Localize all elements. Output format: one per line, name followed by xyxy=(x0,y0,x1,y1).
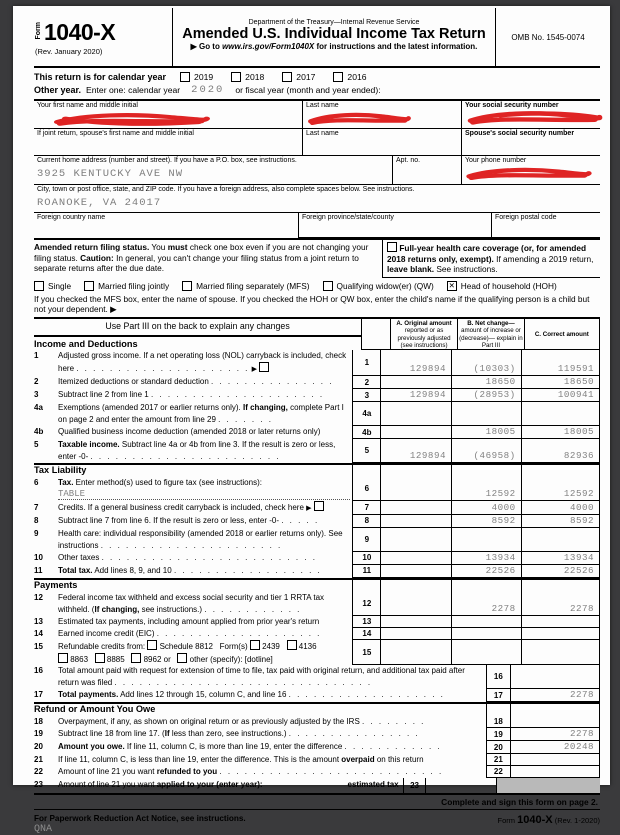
line-value[interactable]: 2278 xyxy=(511,728,600,741)
table-row-17 xyxy=(34,689,600,702)
year-label: 2016 xyxy=(347,71,367,82)
city-field[interactable]: City, town or post office, state, and ZIP code. If you have a foreign address, also complete spaces below. See instructions. ROANOKE, VA 24017 xyxy=(34,185,600,212)
line-number-box: 22 xyxy=(486,766,512,778)
dot-leader: . . . . . . . . . . . . . . . . . . . . xyxy=(156,628,322,638)
line-number-box: 4b xyxy=(352,426,381,439)
phone-field[interactable]: Your phone number xyxy=(461,156,600,184)
form-footer xyxy=(34,810,600,835)
col-c-value[interactable] xyxy=(521,628,600,640)
col-b-value[interactable] xyxy=(451,402,521,426)
col-a-value[interactable] xyxy=(381,426,451,439)
year-label: 2019 xyxy=(194,71,214,82)
column-b-header: B. Net change— amount of increase or (decrease)— explain in Part III xyxy=(459,319,523,349)
filing-status-married-filing-jointly[interactable]: Married filing jointly xyxy=(84,281,169,291)
section-heading: Tax Liability xyxy=(34,465,87,476)
dot-leader: . . . . . . . . . . . . . . . . . . . . . . . xyxy=(90,451,281,461)
spouse-first-name-field[interactable]: If joint return, spouse's first name and middle initial xyxy=(37,130,194,137)
line-number: 11 xyxy=(34,565,43,575)
line-value[interactable]: 20248 xyxy=(511,741,600,754)
dot-leader: . . . . . . . . . . . . xyxy=(344,742,442,752)
line-number-box: 18 xyxy=(486,716,512,728)
first-name-field[interactable]: Your first name and middle initial xyxy=(34,101,302,128)
section-income-deductions: Income and Deductions xyxy=(34,338,138,349)
line-number: 16 xyxy=(34,666,43,676)
checkbox[interactable] xyxy=(287,640,297,650)
col-a-value[interactable] xyxy=(381,565,451,578)
row-label: Estimated tax payments, including amount applied from prior year's return xyxy=(58,616,320,626)
line-number-column xyxy=(352,580,381,592)
spouse-ssn-field[interactable]: Spouse's social security number xyxy=(461,129,600,155)
col-c-value[interactable]: 18650 xyxy=(521,376,600,389)
column-c-header: C. Correct amount xyxy=(524,319,600,351)
line-number-box: 21 xyxy=(486,754,512,766)
row-label: Earned income credit (EIC) . . . . . . . . . . . . . . . . . . . . xyxy=(58,628,322,638)
calendar-year-label: This return is for calendar year xyxy=(34,71,167,82)
col-b-value[interactable]: 12592 xyxy=(451,477,521,501)
calendar-year-checkbox-2018[interactable] xyxy=(231,72,264,82)
col-b-value[interactable]: (10303) xyxy=(451,350,521,376)
col-a-value[interactable]: 129894 xyxy=(381,389,451,402)
line-23-value[interactable] xyxy=(426,778,496,793)
line-number-box: 9 xyxy=(352,528,381,552)
home-address-value[interactable]: 3925 KENTUCKY AVE NW xyxy=(37,167,184,180)
dot-leader: . . . . . . . . xyxy=(362,717,426,727)
qna-mark: QNA xyxy=(34,824,53,835)
row-label: Overpayment, if any, as shown on original return or as previously adjusted by the IRS . . . . . . . . xyxy=(58,717,426,727)
line-number-box: 1 xyxy=(352,350,381,376)
col-b-value[interactable]: 18005 xyxy=(451,426,521,439)
col-c-value[interactable]: 100941 xyxy=(521,389,600,402)
line-number: 22 xyxy=(34,767,43,777)
row-label: Subtract line 18 from line 17. (If less than zero, see instructions.) . . . . . . . . . . . . . . . . xyxy=(58,729,420,739)
col-c-value[interactable]: 18005 xyxy=(521,426,600,439)
arrow-icon: ▶ xyxy=(251,366,257,374)
redaction-scribble xyxy=(52,112,212,127)
checkbox[interactable] xyxy=(180,72,190,82)
col-c-value[interactable] xyxy=(521,616,600,628)
line-number: 4b xyxy=(34,427,44,436)
calendar-year-checkbox-2019[interactable] xyxy=(180,72,213,82)
spouse-last-name-field[interactable]: Last name xyxy=(302,129,461,155)
line-number-box: 8 xyxy=(352,515,381,528)
table-row-19 xyxy=(34,728,600,741)
checkbox[interactable] xyxy=(177,653,187,663)
line-number: 4a xyxy=(34,403,43,412)
form-word: Form xyxy=(35,22,42,40)
dot-leader: . . . . . . . . . . . . . . . . . . . . . . . . . . xyxy=(101,552,317,562)
row-label: Taxable income. Subtract line 4a or 4b from line 3. If the result is zero or less, enter -0- . . . . . . . . . . . . . . . . . . . . . . . xyxy=(58,440,336,461)
col-b-value[interactable]: 8592 xyxy=(451,515,521,528)
col-b-value[interactable]: (28953) xyxy=(451,389,521,402)
col-b-value[interactable] xyxy=(451,628,521,640)
line-number: 21 xyxy=(34,755,43,765)
other-year-rest: Enter one: calendar year xyxy=(86,85,181,95)
table-row-1 xyxy=(34,350,600,376)
line-number-box: 16 xyxy=(486,665,512,689)
col-c-value[interactable]: 4000 xyxy=(521,501,600,515)
foreign-country-field[interactable]: Foreign country name xyxy=(37,214,106,221)
row-label: Amount of line 21 you want refunded to you . . . . . . . . . . . . . . . . . . . . . . . . . . . xyxy=(58,767,444,777)
footer-form-id: Form 1040-X (Rev. 1-2020) xyxy=(497,814,600,827)
city-value[interactable]: ROANOKE, VA 24017 xyxy=(37,196,162,209)
col-b-value[interactable]: 18650 xyxy=(451,376,521,389)
line-number: 14 xyxy=(34,628,43,638)
estimated-tax-label: estimated tax xyxy=(347,780,399,790)
line-number-box: 6 xyxy=(352,477,381,501)
ssn-field[interactable]: Your social security number xyxy=(461,101,600,128)
col-c-value[interactable]: 8592 xyxy=(521,515,600,528)
col-c-value[interactable] xyxy=(521,402,600,426)
col-c-value[interactable]: 22526 xyxy=(521,565,600,578)
line-number: 7 xyxy=(34,503,39,512)
row-label: Itemized deductions or standard deduction . . . . . . . . . . . . . . . xyxy=(58,377,334,386)
table-row-21 xyxy=(34,754,600,766)
col-b-value[interactable] xyxy=(451,528,521,552)
col-a-value[interactable] xyxy=(381,515,451,528)
table-row-23 xyxy=(34,778,600,795)
section-heading: Payments xyxy=(34,579,78,590)
col-a-value[interactable] xyxy=(381,376,451,389)
table-row-9 xyxy=(34,528,600,552)
table-row-4b xyxy=(34,426,600,439)
col-a-value[interactable] xyxy=(381,501,451,515)
row-label: Subtract line 7 from line 6. If the result is zero or less, enter -0- . . . . . xyxy=(58,515,320,525)
line-number: 5 xyxy=(34,440,39,449)
table-row-8 xyxy=(34,515,600,528)
table-row-22 xyxy=(34,766,600,778)
table-row-13 xyxy=(34,616,600,628)
omb-number: OMB No. 1545-0074 xyxy=(495,8,600,66)
checkbox[interactable] xyxy=(58,653,68,663)
row-label: Federal income tax withheld and excess social security and tier 1 RRTA tax withheld. (If changing, see instructions.) . . . . . . . . . . . . xyxy=(58,592,325,614)
col-b-value[interactable]: 4000 xyxy=(451,501,521,515)
row-label: Exemptions (amended 2017 or earlier returns only). If changing, complete Part I on page 2 and enter the amount from line 29 . . . . . . . xyxy=(58,403,344,424)
line-number-box: 20 xyxy=(486,741,512,754)
form-page xyxy=(13,6,610,835)
line-number-box: 12 xyxy=(352,592,381,616)
line-number-box: 7 xyxy=(352,501,381,515)
redaction-scribble xyxy=(307,112,412,126)
col-a-value[interactable] xyxy=(381,402,451,426)
line-number-box: 19 xyxy=(486,728,512,741)
col-c-value[interactable]: 13934 xyxy=(521,552,600,565)
sign-note: Complete and sign this form on page 2. xyxy=(34,795,600,810)
dot-leader: . . . . . . . . . . . . . . . . . . . . . . . . . . . xyxy=(219,767,444,777)
dot-leader: . . . . . . . . . . . . . . . . . . . . . . xyxy=(100,540,283,550)
dot-leader: . . . . . . . . . . . . . . . . . . . . . xyxy=(150,390,325,399)
checkbox[interactable] xyxy=(387,242,397,252)
line-number: 8 xyxy=(34,515,39,525)
line-number-box: 11 xyxy=(352,565,381,578)
row-label: Total amount paid with request for extension of time to file, tax paid with original return, and additional tax paid after return was filed . . . . . . . . . . . . . . . . . . . . . . . . . . . . . . . xyxy=(58,666,465,688)
table-row-2 xyxy=(34,376,600,389)
line-number-box: 17 xyxy=(486,689,512,702)
form-header xyxy=(34,8,600,68)
line-number: 19 xyxy=(34,729,43,739)
checkbox[interactable] xyxy=(231,72,241,82)
row-label: If line 11, column C, is less than line 19, enter the difference. This is the amount overpaid on this return xyxy=(58,755,424,765)
apt-no-field[interactable]: Apt. no. xyxy=(392,156,461,184)
line-number: 2 xyxy=(34,377,39,386)
table-row-20 xyxy=(34,741,600,754)
last-name-field[interactable]: Last name xyxy=(302,101,461,128)
form-revision: (Rev. January 2020) xyxy=(35,47,103,56)
col-a-value[interactable]: 129894 xyxy=(381,350,451,376)
checkbox[interactable] xyxy=(333,72,343,82)
line-number-box: 5 xyxy=(352,439,381,463)
checkbox[interactable] xyxy=(314,501,324,511)
page-title: Amended U.S. Individual Income Tax Return xyxy=(182,26,486,42)
table-row-16 xyxy=(34,665,600,689)
line-number: 20 xyxy=(34,742,43,752)
dot-leader: . . . . . . . . . . . . . . . . . . . . . xyxy=(76,364,250,374)
year-label: 2017 xyxy=(296,71,316,82)
section-heading-row xyxy=(34,702,600,716)
other-year-label: Other year. xyxy=(34,85,82,95)
line-number: 1 xyxy=(34,351,39,361)
identity-section xyxy=(34,101,600,238)
col-a-value[interactable] xyxy=(381,640,451,666)
line-number: 9 xyxy=(34,528,39,538)
filing-status-qualifying-widow-er-qw-[interactable]: Qualifying widow(er) (QW) xyxy=(323,281,434,291)
col-b-value[interactable]: (46958) xyxy=(451,439,521,463)
col-a-value[interactable] xyxy=(381,528,451,552)
row-label: Total payments. Add lines 12 through 15, column C, and line 16 . . . . . . . . . . . . . . . . . . . xyxy=(58,690,445,700)
line-number: 15 xyxy=(34,641,43,651)
table-rows-part1 xyxy=(34,350,600,665)
line-value[interactable] xyxy=(511,766,600,778)
home-address-field[interactable]: Current home address (number and street). If you have a P.O. box, see instructions. 3925 KENTUCKY AVE NW xyxy=(34,156,392,184)
line-value[interactable]: 2278 xyxy=(511,689,600,702)
line-number-column xyxy=(352,465,381,477)
foreign-province-field[interactable]: Foreign province/state/county xyxy=(298,213,491,238)
line-number: 10 xyxy=(34,552,43,562)
section-heading: Refund or Amount You Owe xyxy=(34,704,156,715)
col-c-value[interactable]: 82936 xyxy=(521,439,600,463)
checkbox[interactable] xyxy=(147,640,157,650)
table-row-7 xyxy=(34,501,600,515)
form-title-block xyxy=(173,8,495,66)
checkbox[interactable] xyxy=(323,281,333,291)
filing-status-single[interactable]: Single xyxy=(34,281,71,291)
line-value[interactable] xyxy=(511,665,600,689)
col-c-value[interactable]: 119591 xyxy=(521,350,600,376)
goto-line: ▶ Go to www.irs.gov/Form1040X for instructions and the latest information. xyxy=(190,42,478,51)
dot-leader: . . . . . . . . . . . . . . . . xyxy=(288,729,420,739)
line-number-box: 3 xyxy=(352,389,381,402)
line-number-column-header xyxy=(361,319,391,351)
line-number: 17 xyxy=(34,690,43,700)
section-heading-row xyxy=(34,463,600,477)
line-value[interactable] xyxy=(511,754,600,766)
column-a-header: A. Original amount reported or as previously adjusted (see instructions) xyxy=(391,319,457,351)
calendar-year-checkbox-2017[interactable] xyxy=(282,72,315,82)
row-label: Adjusted gross income. If a net operating loss (NOL) carryback is included, check here . . . . . . . . . . . . . . . . . . . . . ▶ xyxy=(58,351,347,374)
shaded-cell xyxy=(496,778,600,793)
table-row-14 xyxy=(34,628,600,640)
checkbox[interactable] xyxy=(182,281,192,291)
checkbox[interactable] xyxy=(131,653,141,663)
col-a-value[interactable]: 129894 xyxy=(381,439,451,463)
section-heading-row xyxy=(34,578,600,592)
line-number: 23 xyxy=(34,780,43,790)
table-row-18 xyxy=(34,716,600,728)
table-rows-part2 xyxy=(34,665,600,778)
row-label: Amount you owe. If line 11, column C, is more than line 19, enter the difference . . . . . . . . . . . . xyxy=(58,742,442,752)
foreign-postal-field[interactable]: Foreign postal code xyxy=(491,213,600,238)
table-row-5 xyxy=(34,439,600,463)
department-line: Department of the Treasury—Internal Revenue Service xyxy=(248,19,420,26)
table-row-6 xyxy=(34,477,600,501)
col-b-value[interactable]: 2278 xyxy=(451,592,521,616)
col-a-value[interactable] xyxy=(381,477,451,501)
filing-status-head-of-household-hoh-[interactable]: ✕ Head of household (HOH) xyxy=(447,281,557,291)
table-row-12 xyxy=(34,592,600,616)
dot-leader: . . . . . . . . . . . . . . . . . . xyxy=(173,565,322,575)
checkbox[interactable] xyxy=(259,362,269,372)
line-number: 12 xyxy=(34,592,43,602)
filing-status-married-filing-separately-mfs-[interactable]: Married filing separately (MFS) xyxy=(182,281,309,291)
checkbox[interactable] xyxy=(250,640,260,650)
table-row-11 xyxy=(34,565,600,578)
dot-leader: . . . . . . . . . . . . . . . . . . . . . . . . . . . . . . . xyxy=(114,678,373,688)
amounts-table xyxy=(34,317,600,796)
mfs-note: If you checked the MFS box, enter the name of spouse. If you checked the HOH or QW box, enter the child's name if the qualifying person is a child but not your dependent. ▶ xyxy=(34,293,590,315)
other-year-value[interactable]: 2020 xyxy=(191,84,225,96)
dot-leader: . . . . . . . . . . . . . . . xyxy=(210,377,334,386)
dot-leader: . . . . . . . xyxy=(218,414,274,424)
table-row-4a xyxy=(34,402,600,426)
col-a-value[interactable] xyxy=(381,616,451,628)
year-label: 2018 xyxy=(245,71,265,82)
form-number: 1040-X xyxy=(44,19,116,45)
row-label: Amount of line 21 you want applied to your (enter year): xyxy=(58,780,263,790)
line-number-box: 2 xyxy=(352,376,381,389)
col-b-value[interactable]: 13934 xyxy=(451,552,521,565)
table-row-3 xyxy=(34,389,600,402)
col-b-value[interactable] xyxy=(451,640,521,666)
line-number: 3 xyxy=(34,390,39,399)
filing-status-paragraph: Amended return filing status. You must check one box even if you are not changing your filing status. Caution: In general, you can't change your filing status from a joint return to separate returns after the due date. xyxy=(34,242,369,274)
checkbox-checked[interactable] xyxy=(447,281,457,291)
line-value[interactable] xyxy=(511,716,600,728)
table-row-15 xyxy=(34,640,600,666)
health-coverage-box[interactable]: Full-year health care coverage (or, for amended 2018 returns only, exempt). If amending a 2019 return, leave blank. See instructions. xyxy=(382,240,600,278)
col-c-value[interactable]: 2278 xyxy=(521,592,600,616)
line-number-box: 10 xyxy=(352,552,381,565)
dot-leader: . . . . . xyxy=(281,515,320,525)
row-label: Tax. Enter method(s) used to figure tax (see instructions): xyxy=(58,478,262,487)
calendar-year-checkbox-2016[interactable] xyxy=(333,72,366,82)
col-b-value[interactable] xyxy=(451,616,521,628)
calendar-year-checkboxes xyxy=(180,72,367,82)
dot-leader: . . . . . . . . . . . . . . . . . . . xyxy=(288,690,445,700)
checkbox[interactable] xyxy=(34,281,44,291)
dot-leader: . . . . . . . . . . . . xyxy=(204,604,302,614)
tax-method-entry[interactable]: TABLE xyxy=(58,489,350,500)
checkbox[interactable] xyxy=(84,281,94,291)
fiscal-year-label: or fiscal year (month and year ended): xyxy=(235,85,381,95)
table-row-10 xyxy=(34,552,600,565)
line-number-box: 4a xyxy=(352,402,381,426)
calendar-year-section xyxy=(34,68,600,101)
redaction-scribble xyxy=(466,110,604,126)
line-number: 13 xyxy=(34,616,43,626)
col-a-value[interactable] xyxy=(381,552,451,565)
filing-status-section xyxy=(34,238,600,278)
row-label: Subtract line 2 from line 1 . . . . . . . . . . . . . . . . . . . . . xyxy=(58,390,325,399)
col-a-value[interactable] xyxy=(381,592,451,616)
line-number: 6 xyxy=(34,478,39,487)
arrow-icon: ▶ xyxy=(306,505,312,512)
row-label: Credits. If a general business credit carryback is included, check here ▶ xyxy=(58,503,324,512)
line-number-box: 13 xyxy=(352,616,381,628)
col-c-value[interactable] xyxy=(521,528,600,552)
line-number-box: 23 xyxy=(403,778,427,793)
form-number-block xyxy=(34,8,173,66)
filing-status-checkboxes xyxy=(34,279,600,293)
checkbox[interactable] xyxy=(95,653,105,663)
redaction-scribble xyxy=(465,167,593,181)
line-number-box: 14 xyxy=(352,628,381,640)
col-c-value[interactable]: 12592 xyxy=(521,477,600,501)
row-label: Qualified business income deduction (amended 2018 or later returns only) xyxy=(58,427,321,436)
row-label: Refundable credits from: Schedule 8812 Form(s) 2439 4136 8863 8885 8962 or other (specify): [dotline] xyxy=(58,641,317,664)
checkbox[interactable] xyxy=(282,72,292,82)
row-label: Other taxes . . . . . . . . . . . . . . . . . . . . . . . . . . xyxy=(58,552,317,562)
row-label: Health care: individual responsibility (amended 2018 or earlier returns only). See instructions . . . . . . . . . . . . . . . . . . . . . . xyxy=(58,528,343,550)
paperwork-notice: For Paperwork Reduction Act Notice, see instructions. xyxy=(34,814,246,824)
col-c-value[interactable] xyxy=(521,640,600,666)
col-a-value[interactable] xyxy=(381,628,451,640)
line-number-box: 15 xyxy=(352,640,381,666)
col-b-value[interactable]: 22526 xyxy=(451,565,521,578)
table-title: Use Part III on the back to explain any changes xyxy=(34,319,361,337)
line-number: 18 xyxy=(34,717,43,727)
row-label: Total tax. Add lines 8, 9, and 10 . . . . . . . . . . . . . . . . . . xyxy=(58,565,322,575)
